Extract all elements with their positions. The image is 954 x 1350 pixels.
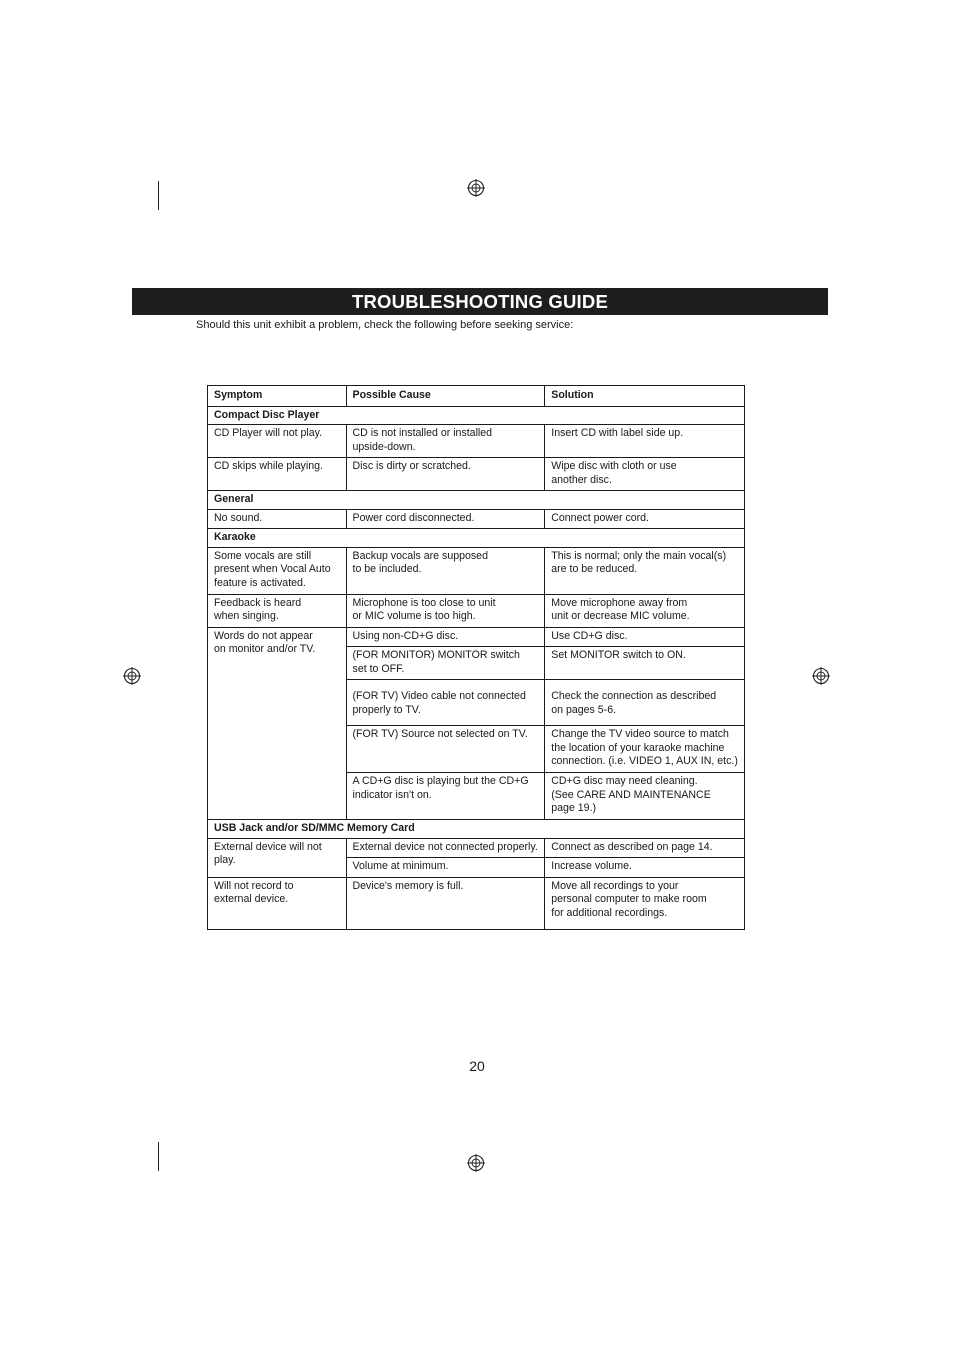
solution-cell: Check the connection as described on pages 5-6. (545, 680, 745, 726)
page-title: TROUBLESHOOTING GUIDE (132, 288, 828, 315)
cause-cell: External device not connected properly. (346, 838, 545, 858)
symptom-cell: External device will not play. (208, 838, 347, 877)
crop-line-top (158, 181, 159, 210)
header-symptom: Symptom (208, 386, 347, 407)
cause-cell: Backup vocals are supposed to be included. (346, 547, 545, 594)
crop-line-bottom (158, 1142, 159, 1171)
symptom-cell: Words do not appear on monitor and/or TV. (208, 627, 347, 820)
section-compact-disc-player: Compact Disc Player (208, 406, 745, 425)
cause-cell: (FOR MONITOR) MONITOR switch set to OFF. (346, 647, 545, 680)
table-row (208, 627, 745, 647)
table-row (208, 509, 745, 529)
solution-cell: Move all recordings to your personal computer to make room for additional recordings. (545, 877, 745, 929)
section-usb-memory-card: USB Jack and/or SD/MMC Memory Card (208, 820, 745, 839)
table-row (208, 458, 745, 491)
solution-cell: Change the TV video source to match the location of your karaoke machine connection. (i.e. VIDEO 1, AUX IN, etc.) (545, 726, 745, 773)
cause-cell: A CD+G disc is playing but the CD+G indicator isn't on. (346, 773, 545, 820)
intro-text: Should this unit exhibit a problem, check the following before seeking service: (196, 319, 574, 331)
header-solution: Solution (545, 386, 745, 407)
section-general: General (208, 491, 745, 510)
cause-cell: (FOR TV) Video cable not connected properly to TV. (346, 680, 545, 726)
solution-cell: Connect as described on page 14. (545, 838, 745, 858)
table-row (208, 877, 745, 929)
solution-cell: Move microphone away from unit or decrease MIC volume. (545, 594, 745, 627)
symptom-cell: Will not record to external device. (208, 877, 347, 929)
cause-cell: Disc is dirty or scratched. (346, 458, 545, 491)
symptom-cell: Some vocals are still present when Vocal Auto feature is activated. (208, 547, 347, 594)
solution-cell: Set MONITOR switch to ON. (545, 647, 745, 680)
symptom-cell: CD skips while playing. (208, 458, 347, 491)
cause-cell: CD is not installed or installed upside-down. (346, 425, 545, 458)
solution-cell: Insert CD with label side up. (545, 425, 745, 458)
cause-cell: Using non-CD+G disc. (346, 627, 545, 647)
symptom-cell: Feedback is heard when singing. (208, 594, 347, 627)
solution-cell: Wipe disc with cloth or use another disc. (545, 458, 745, 491)
troubleshooting-table (207, 385, 745, 930)
header-possible-cause: Possible Cause (346, 386, 545, 407)
registration-mark-icon (812, 667, 830, 685)
section-row (208, 529, 745, 548)
solution-cell: Increase volume. (545, 858, 745, 878)
symptom-cell: No sound. (208, 509, 347, 529)
section-row (208, 820, 745, 839)
registration-mark-icon (467, 179, 485, 197)
section-karaoke: Karaoke (208, 529, 745, 548)
registration-mark-icon (123, 667, 141, 685)
table-row (208, 838, 745, 858)
table-row (208, 425, 745, 458)
solution-cell: Use CD+G disc. (545, 627, 745, 647)
symptom-cell: CD Player will not play. (208, 425, 347, 458)
cause-cell: (FOR TV) Source not selected on TV. (346, 726, 545, 773)
cause-cell: Power cord disconnected. (346, 509, 545, 529)
table-header-row (208, 386, 745, 407)
solution-cell: This is normal; only the main vocal(s) are to be reduced. (545, 547, 745, 594)
registration-mark-icon (467, 1154, 485, 1172)
table-row (208, 547, 745, 594)
page-number: 20 (469, 1058, 485, 1074)
cause-cell: Device's memory is full. (346, 877, 545, 929)
cause-cell: Microphone is too close to unit or MIC volume is too high. (346, 594, 545, 627)
cause-cell: Volume at minimum. (346, 858, 545, 878)
solution-cell: Connect power cord. (545, 509, 745, 529)
table-row (208, 594, 745, 627)
section-row (208, 491, 745, 510)
solution-cell: CD+G disc may need cleaning. (See CARE AND MAINTENANCE page 19.) (545, 773, 745, 820)
section-row (208, 406, 745, 425)
